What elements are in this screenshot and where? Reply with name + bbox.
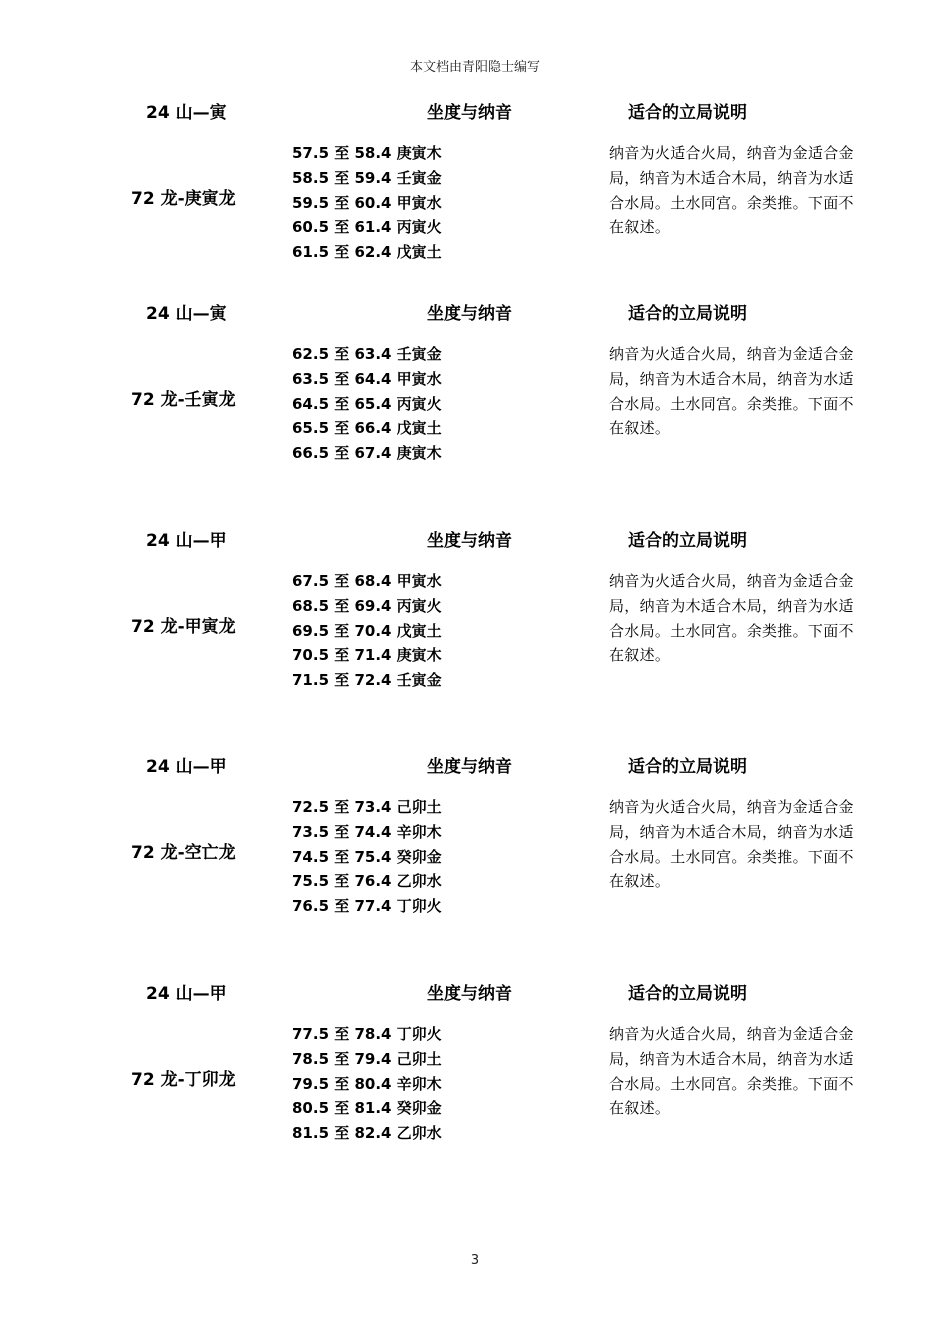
degree-range-row: 74.5 至 75.4 癸卯金 [292, 847, 442, 866]
degree-range-row: 61.5 至 62.4 戊寅土 [292, 243, 442, 262]
page-number: 3 [470, 1253, 480, 1268]
mountain-heading: 24 山—甲 [146, 984, 227, 1004]
degree-range-row: 71.5 至 72.4 壬寅金 [292, 671, 442, 690]
description-text: 纳音为火适合火局，纳音为金适合金局，纳音为木适合木局，纳音为水适合水局。土水同宫。余类推。下面不在叙述。 [609, 144, 854, 237]
degree-range-row: 68.5 至 69.4 丙寅火 [292, 596, 442, 615]
dragon-section [0, 982, 950, 1182]
degree-range-row: 63.5 至 64.4 甲寅水 [292, 369, 442, 388]
degree-range-row: 76.5 至 77.4 丁卯火 [292, 897, 442, 916]
degree-range-row: 70.5 至 71.4 庚寅木 [292, 646, 442, 665]
description-heading: 适合的立局说明 [628, 757, 747, 777]
degree-range-list [292, 795, 442, 919]
degree-range-row: 72.5 至 73.4 己卯土 [292, 798, 442, 816]
degree-range-row: 79.5 至 80.4 辛卯木 [292, 1074, 442, 1093]
degree-range-row: 78.5 至 79.4 己卯土 [292, 1049, 442, 1068]
degree-range-row: 67.5 至 68.4 甲寅水 [292, 572, 442, 590]
description-heading: 适合的立局说明 [628, 984, 747, 1004]
degree-range-list [292, 1022, 442, 1146]
dragon-label: 72 龙-庚寅龙 [131, 189, 236, 209]
description-heading: 适合的立局说明 [628, 531, 747, 551]
description-heading: 适合的立局说明 [628, 103, 747, 123]
degree-range-list [292, 141, 442, 265]
dragon-section [0, 101, 950, 301]
mountain-heading: 24 山—甲 [146, 531, 227, 551]
degree-range-list [292, 569, 442, 693]
degree-range-row: 57.5 至 58.4 庚寅木 [292, 144, 442, 162]
description-heading: 适合的立局说明 [628, 304, 747, 324]
degree-range-row: 75.5 至 76.4 乙卯水 [292, 872, 442, 891]
dragon-section [0, 302, 950, 502]
degree-range-row: 58.5 至 59.4 壬寅金 [292, 168, 442, 187]
dragon-section [0, 755, 950, 955]
description-text: 纳音为火适合火局，纳音为金适合金局，纳音为木适合木局，纳音为水适合水局。土水同宫。余类推。下面不在叙述。 [609, 572, 854, 665]
degree-range-row: 73.5 至 74.4 辛卯木 [292, 822, 442, 841]
degree-range-row: 81.5 至 82.4 乙卯水 [292, 1124, 442, 1143]
degree-range-row: 66.5 至 67.4 庚寅木 [292, 444, 442, 463]
degree-heading: 坐度与纳音 [427, 531, 512, 551]
degree-range-row: 69.5 至 70.4 戊寅土 [292, 621, 442, 640]
degree-heading: 坐度与纳音 [427, 103, 512, 123]
degree-range-row: 60.5 至 61.4 丙寅火 [292, 218, 442, 237]
description-text: 纳音为火适合火局，纳音为金适合金局，纳音为木适合木局，纳音为水适合水局。土水同宫。余类推。下面不在叙述。 [609, 798, 854, 891]
degree-range-row: 65.5 至 66.4 戊寅土 [292, 419, 442, 438]
degree-range-row: 62.5 至 63.4 壬寅金 [292, 345, 442, 363]
degree-heading: 坐度与纳音 [427, 984, 512, 1004]
page-header: 本文档由青阳隐士编写 [409, 60, 540, 75]
dragon-label: 72 龙-丁卯龙 [131, 1070, 236, 1090]
dragon-label: 72 龙-空亡龙 [131, 843, 236, 863]
degree-range-list [292, 342, 442, 466]
degree-heading: 坐度与纳音 [427, 757, 512, 777]
description-text: 纳音为火适合火局，纳音为金适合金局，纳音为木适合木局，纳音为水适合水局。土水同宫。余类推。下面不在叙述。 [609, 345, 854, 438]
degree-range-row: 77.5 至 78.4 丁卯火 [292, 1025, 442, 1043]
mountain-heading: 24 山—寅 [146, 103, 227, 123]
degree-range-row: 80.5 至 81.4 癸卯金 [292, 1099, 442, 1118]
mountain-heading: 24 山—寅 [146, 304, 227, 324]
mountain-heading: 24 山—甲 [146, 757, 227, 777]
degree-range-row: 59.5 至 60.4 甲寅水 [292, 193, 442, 212]
dragon-section [0, 529, 950, 729]
dragon-label: 72 龙-甲寅龙 [131, 617, 236, 637]
degree-range-row: 64.5 至 65.4 丙寅火 [292, 394, 442, 413]
description-text: 纳音为火适合火局，纳音为金适合金局，纳音为木适合木局，纳音为水适合水局。土水同宫。余类推。下面不在叙述。 [609, 1025, 854, 1118]
degree-heading: 坐度与纳音 [427, 304, 512, 324]
dragon-label: 72 龙-壬寅龙 [131, 390, 236, 410]
